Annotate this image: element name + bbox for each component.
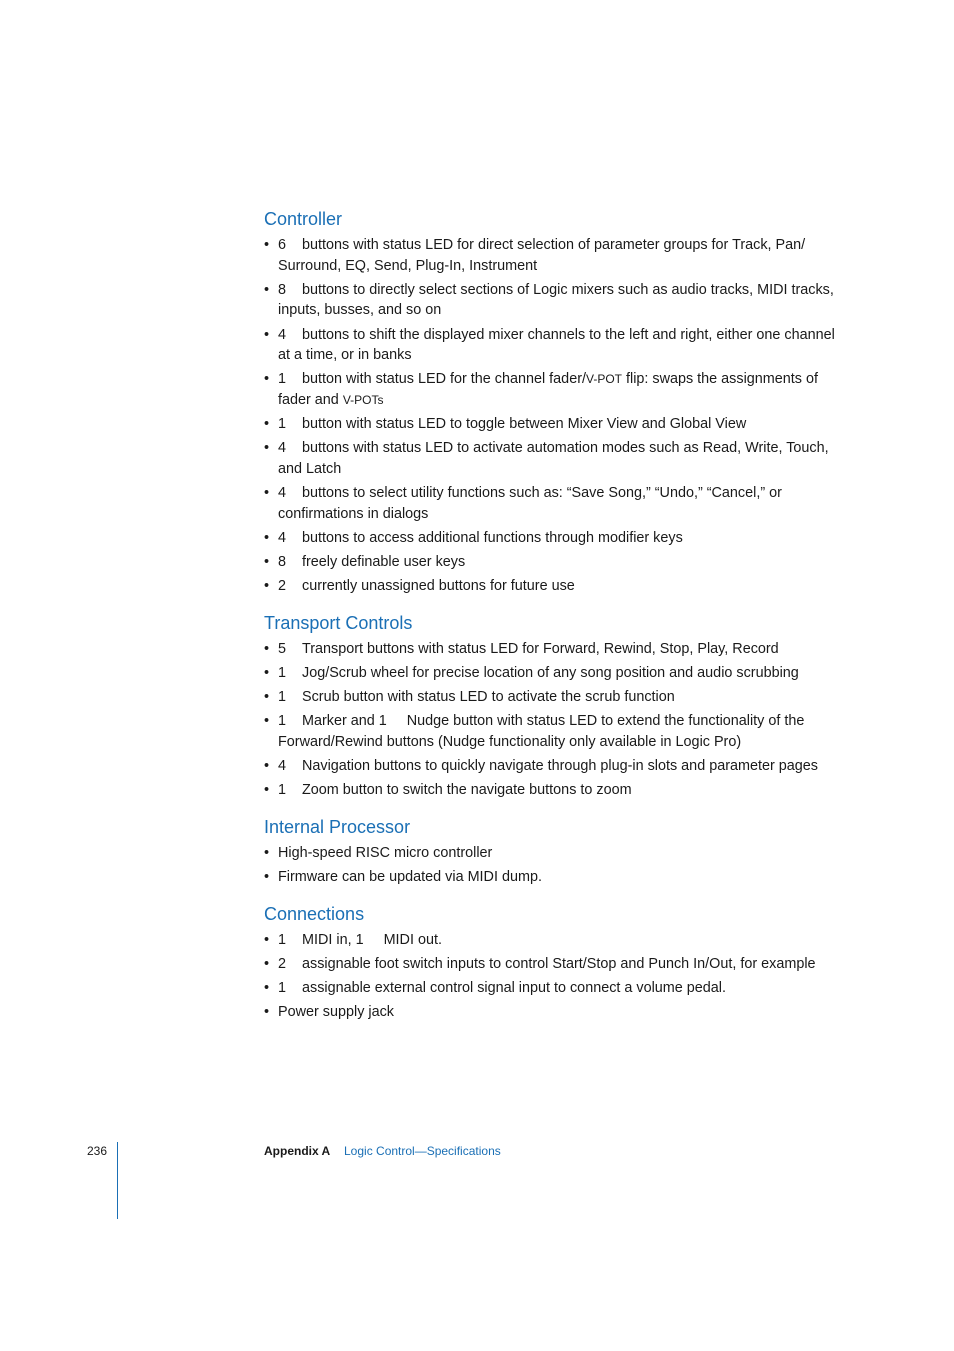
section-internal-processor — [264, 815, 844, 888]
list-item: • 4 buttons to shift the displayed mixer channels to the left and right, either one channel at a time, or in banks — [264, 326, 835, 364]
bullet-icon: • — [264, 980, 270, 997]
bullet-icon: • — [264, 713, 270, 730]
bullet-icon: • — [264, 640, 270, 657]
list-item: • 4 buttons to select utility functions such as: “Save Song,” “Undo,” “Cancel,” or confirmations in dialogs — [264, 485, 782, 522]
bullet-list — [264, 930, 844, 1023]
bullet-icon: • — [264, 416, 270, 433]
page-content — [264, 207, 844, 1037]
list-item: • High-speed RISC micro controller — [264, 843, 844, 864]
list-item: • 4 buttons to access additional functions through modifier keys — [264, 528, 844, 549]
bullet-icon: • — [264, 689, 270, 706]
bullet-icon: • — [264, 326, 270, 343]
list-item: • 1 assignable external control signal input to connect a volume pedal. — [264, 978, 844, 999]
bullet-icon: • — [264, 371, 270, 388]
bullet-icon: • — [264, 529, 270, 546]
bullet-icon: • — [264, 281, 270, 298]
list-item: • 6 buttons with status LED for direct selection of parameter groups for Track, Pan/ Surround, EQ, Send, Plug-In, Instrument — [264, 237, 806, 274]
section-controller — [264, 207, 844, 597]
list-item: • 2 currently unassigned buttons for future use — [264, 576, 844, 597]
bullet-icon: • — [264, 485, 270, 502]
bullet-icon: • — [264, 237, 270, 253]
bullet-list — [264, 235, 844, 597]
page-number: 236 — [87, 1144, 108, 1158]
footer-divider — [117, 1142, 118, 1219]
bullet-icon: • — [264, 440, 270, 457]
list-item: • 2 assignable foot switch inputs to control Start/Stop and Punch In/Out, for example — [264, 954, 844, 975]
list-item: • 8 buttons to directly select sections of Logic mixers such as audio tracks, MIDI tracks, inputs, busses, and so on — [264, 281, 834, 319]
list-item: • 5 Transport buttons with status LED for Forward, Rewind, Stop, Play, Record — [264, 639, 844, 660]
list-item: • 4 buttons with status LED to activate automation modes such as Read, Write, Touch, and Latch — [264, 440, 829, 477]
list-item: • 8 freely definable user keys — [264, 552, 844, 573]
bullet-list — [264, 639, 844, 801]
list-item: • 1 Zoom button to switch the navigate buttons to zoom — [264, 780, 844, 801]
bullet-icon: • — [264, 844, 270, 861]
list-item: • 1 MIDI in, 1 MIDI out. — [264, 930, 844, 951]
section-heading: Connections — [264, 903, 365, 924]
list-item: • 1 button with status LED to toggle between Mixer View and Global View — [264, 414, 844, 435]
section-transport-controls — [264, 611, 844, 801]
bullet-icon: • — [264, 1004, 270, 1021]
list-item: • Power supply jack — [264, 1002, 844, 1023]
list-item: • 4 Navigation buttons to quickly navigate through plug-in slots and parameter pages — [264, 756, 844, 777]
bullet-icon: • — [264, 955, 270, 972]
bullet-list — [264, 843, 844, 888]
list-item: • Firmware can be updated via MIDI dump. — [264, 867, 844, 888]
bullet-icon: • — [264, 931, 270, 948]
list-item: • 1 Marker and 1 Nudge button with status LED to extend the functionality of the Forward/Rewind buttons (Nudge functionality only available in Logic Pro) — [264, 713, 809, 750]
list-item: • 1 button with status LED for the channel fader/V-POT flip: swaps the assignments of fader and V-POTs — [264, 371, 818, 408]
bullet-icon: • — [264, 554, 270, 571]
section-heading: Transport Controls — [264, 612, 413, 633]
section-connections — [264, 902, 844, 1023]
list-item: • 1 Jog/Scrub wheel for precise location of any song position and audio scrubbing — [264, 663, 844, 684]
bullet-icon: • — [264, 782, 270, 799]
bullet-icon: • — [264, 578, 270, 595]
bullet-icon: • — [264, 758, 270, 775]
bullet-icon: • — [264, 665, 270, 682]
section-heading: Controller — [264, 209, 343, 229]
bullet-icon: • — [264, 869, 270, 886]
footer-appendix-label: Appendix A — [264, 1144, 331, 1158]
footer-chapter-title: Logic Control—Specifications — [344, 1144, 501, 1158]
section-heading: Internal Processor — [264, 816, 411, 837]
list-item: • 1 Scrub button with status LED to activate the scrub function — [264, 687, 844, 708]
